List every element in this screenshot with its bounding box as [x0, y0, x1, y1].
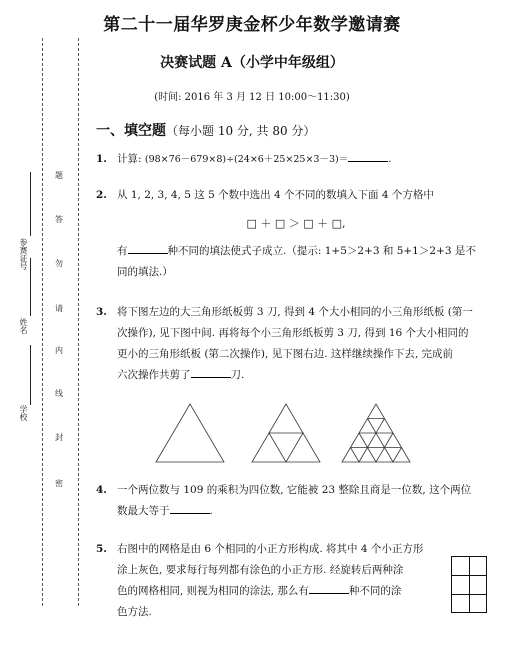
question-2: [96, 185, 496, 285]
seal-char: 密: [55, 479, 63, 488]
q4-prefix: 数最大等于: [117, 505, 170, 517]
school-label: 学校: [19, 405, 28, 421]
dashed-line-right: [78, 38, 79, 606]
q5-line: 涂上灰色, 要求每行每列都有涂色的小正方形. 经旋转后两种涂: [117, 564, 404, 576]
section-note: （每小题 10 分, 共 80 分）: [166, 124, 316, 138]
seal-char: 请: [55, 304, 63, 313]
q5-suffix: 种不同的涂: [348, 585, 402, 597]
section-heading: [96, 120, 315, 140]
q2-line: 同的填法.）: [117, 266, 173, 278]
question-4: [96, 480, 496, 524]
q4-line: [117, 501, 485, 522]
grid-figure: [451, 556, 487, 613]
q3-line: [117, 365, 485, 386]
seal-char: 封: [55, 433, 63, 442]
question-number: 1.: [96, 153, 107, 165]
seal-char: 答: [55, 215, 63, 224]
q5-prefix: 色的网格相同, 则视为相同的涂法, 那么有: [117, 585, 309, 597]
exam-time: (时间: 2016 年 3 月 12 日 10:00～11:30): [154, 92, 350, 103]
contest-id-field[interactable]: [30, 172, 31, 236]
seal-char: 勿: [55, 259, 63, 268]
grid-cell: [469, 556, 487, 576]
page-subtitle: 决赛试题 A（小学中年级组）: [160, 55, 344, 71]
answer-blank[interactable]: [191, 365, 231, 378]
answer-blank[interactable]: [348, 149, 388, 162]
question-number: 4.: [96, 484, 107, 496]
section-label: 一、填空题: [96, 123, 166, 139]
q3-line: 次操作), 见下图中间. 再将每个小三角形纸板剪 3 刀, 得到 16 个大小相同的: [117, 327, 469, 339]
q3-suffix: 刀.: [230, 369, 245, 381]
q2-box-inequality: □ ＋ □ ＞ □ ＋ □,: [246, 217, 346, 230]
grid-cell: [451, 594, 470, 613]
triangle-second-cut: [342, 404, 410, 462]
q2-line: 从 1, 2, 3, 4, 5 这 5 个数中选出 4 个不同的数填入下面 4 个方格中: [117, 189, 434, 201]
seal-char: 内: [55, 346, 63, 355]
q5-line: 右图中的网格是由 6 个相同的小正方形构成. 将其中 4 个小正方形: [117, 543, 424, 555]
name-label: 姓名: [19, 318, 28, 334]
page-title: 第二十一届华罗庚金杯少年数学邀请赛: [103, 15, 401, 35]
seal-char: 题: [55, 171, 63, 180]
grid-cell: [451, 556, 470, 576]
q2-line: [117, 241, 485, 262]
q4-suffix: .: [209, 505, 213, 517]
answer-blank[interactable]: [170, 501, 210, 514]
q3-line: 将下图左边的大三角形纸板剪 3 刀, 得到 4 个大小相同的小三角形纸板 (第一: [117, 306, 473, 318]
grid-cell: [469, 594, 487, 613]
q5-line: [117, 581, 447, 602]
answer-blank[interactable]: [309, 581, 349, 594]
q1-prefix: 计算:: [117, 153, 145, 165]
q4-line: 一个两位数与 109 的乘积为四位数, 它能被 23 整除且商是一位数, 这个两位: [117, 484, 472, 496]
triangle-large: [156, 404, 224, 462]
grid-cell: [469, 575, 487, 595]
seal-char: 线: [55, 389, 63, 398]
q3-prefix: 六次操作共剪了: [117, 369, 191, 381]
q2-suffix: 种不同的填法使式子成立.（提示: 1+5＞2+3 和 5+1＞2+3 是不: [167, 245, 476, 257]
q2-prefix: 有: [117, 245, 128, 257]
answer-blank[interactable]: [128, 241, 168, 254]
question-number: 5.: [96, 543, 107, 555]
question-number: 3.: [96, 306, 107, 318]
question-3: [96, 302, 496, 392]
triangle-figures: [150, 402, 420, 464]
question-text: [117, 149, 485, 170]
question-number: 2.: [96, 189, 107, 201]
q1-suffix: .: [388, 153, 392, 165]
question-5: [96, 539, 446, 627]
q1-expression: (98×76－679×8)÷(24×6＋25×25×3－3)＝: [144, 154, 349, 165]
school-field[interactable]: [30, 345, 31, 405]
q3-line: 更小的三角形纸板 (第二次操作), 见下图右边. 这样继续操作下去, 完成前: [117, 348, 454, 360]
dashed-line-left: [42, 38, 43, 606]
q5-line: 色方法.: [117, 606, 152, 618]
triangle-first-cut: [252, 404, 320, 462]
contest-id-label: 参赛证号: [19, 238, 28, 270]
name-field[interactable]: [30, 258, 31, 316]
grid-cell: [451, 575, 470, 595]
